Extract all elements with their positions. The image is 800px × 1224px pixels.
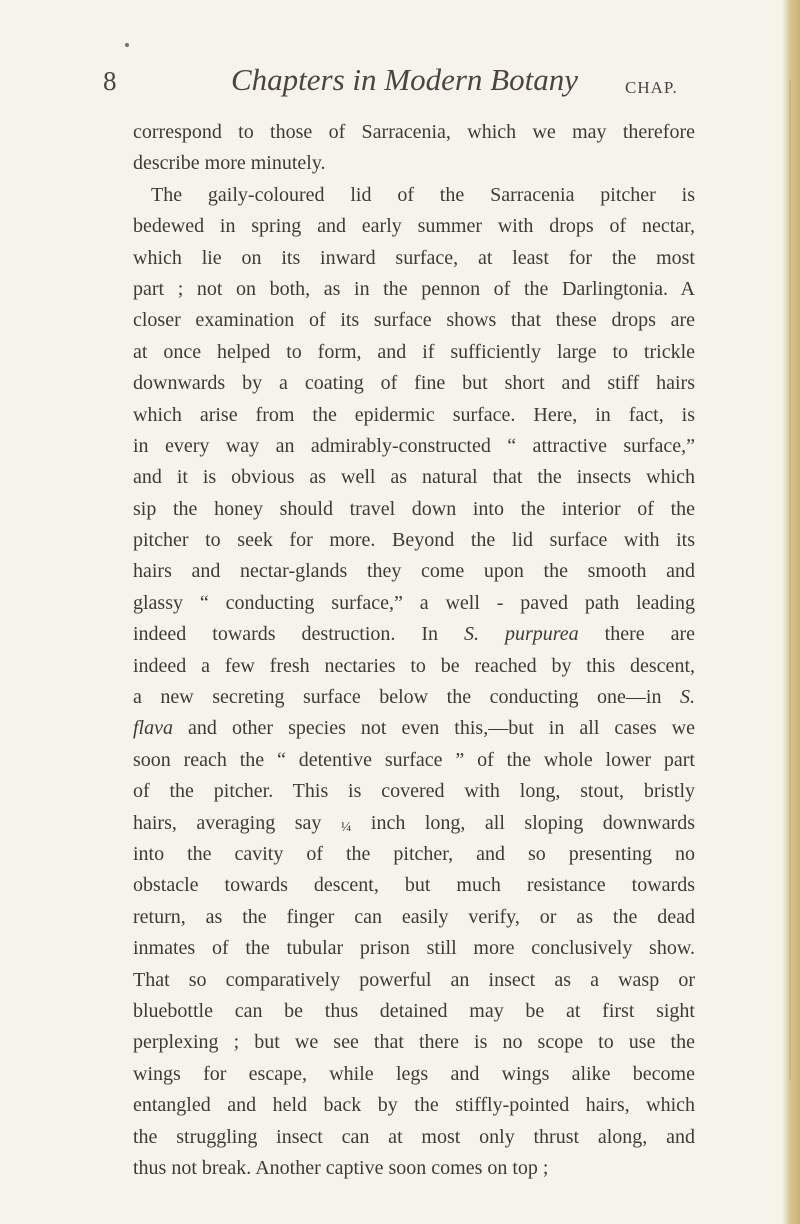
- body-line-28: That so comparatively powerful an insect as a wasp or: [133, 968, 695, 991]
- body-line-06: part ; not on both, as in the pennon of the Darlingtonia. A: [133, 277, 695, 300]
- species-abbreviation: S.: [680, 686, 696, 709]
- body-line-09: downwards by a coating of fine but short and stiff hairs: [133, 372, 695, 395]
- quarter-fraction: ¼: [340, 819, 352, 835]
- body-line-24: into the cavity of the pitcher, and so presenting no: [133, 842, 695, 865]
- body-line-10: which arise from the epidermic surface. Here, in fact, is: [133, 403, 695, 426]
- body-line-01: correspond to those of Sarracenia, which we may therefore: [133, 121, 695, 143]
- chapter-label: CHAP.: [625, 78, 678, 97]
- species-flava: flava: [133, 717, 173, 740]
- body-line-15: hairs and nectar-glands they come upon the smooth and: [133, 560, 695, 583]
- body-line-27: inmates of the tubular prison still more conclusively show.: [133, 937, 695, 960]
- body-line-20: [133, 713, 695, 744]
- body-line-18: indeed a few fresh nectaries to be reached by this descent,: [133, 654, 695, 677]
- line-23-start: hairs, averaging say: [133, 811, 322, 834]
- body-line-23: [133, 808, 695, 839]
- body-line-16: glassy “ conducting surface,” a well - paved path leading: [133, 591, 695, 614]
- body-line-32: entangled and held back by the stiffly-pointed hairs, which: [133, 1094, 695, 1117]
- body-line-03: The gaily-coloured lid of the Sarracenia pitcher is: [151, 183, 695, 206]
- print-dot: [125, 43, 129, 47]
- body-line-02: describe more minutely.: [133, 152, 326, 175]
- body-line-07: closer examination of its surface shows that these drops are: [133, 309, 695, 332]
- line-20-end: and other species not even this,—but in all cases we: [188, 717, 695, 740]
- body-line-21: soon reach the “ detentive surface ” of the whole lower part: [133, 748, 695, 771]
- body-line-11: in every way an admirably-constructed “ attractive surface,”: [133, 434, 695, 457]
- body-line-30: perplexing ; but we see that there is no scope to use the: [133, 1031, 695, 1054]
- body-line-19: [133, 682, 695, 713]
- page-header: [103, 62, 723, 106]
- line-23-end: inch long, all sloping downwards: [370, 811, 696, 834]
- body-line-14: pitcher to seek for more. Beyond the lid surface with its: [133, 529, 695, 552]
- body-line-04: bedewed in spring and early summer with drops of nectar,: [133, 215, 695, 238]
- body-line-08: at once helped to form, and if sufficiently large to trickle: [133, 340, 695, 363]
- body-line-13: sip the honey should travel down into the interior of the: [133, 497, 695, 520]
- body-line-26: return, as the finger can easily verify, or as the dead: [133, 905, 695, 928]
- page-edge-line: [789, 80, 791, 1080]
- body-line-31: wings for escape, while legs and wings alike become: [133, 1062, 695, 1085]
- body-text: [133, 117, 695, 1184]
- body-line-17: [133, 619, 695, 650]
- body-line-33: the struggling insect can at most only thrust along, and: [133, 1125, 695, 1148]
- line-17-start: indeed towards destruction. In: [133, 623, 439, 646]
- line-19-text: a new secreting surface below the conducting one—in: [133, 686, 662, 709]
- body-line-29: bluebottle can be thus detained may be at first sight: [133, 999, 695, 1022]
- running-title: Chapters in Modern Botany: [231, 62, 578, 97]
- body-line-05: which lie on its inward surface, at least for the most: [133, 246, 695, 269]
- page-edge-shadow: [782, 0, 800, 1224]
- body-line-12: and it is obvious as well as natural that the insects which: [133, 466, 695, 489]
- body-line-34: thus not break. Another captive soon comes on top ;: [133, 1156, 549, 1179]
- body-line-25: obstacle towards descent, but much resistance towards: [133, 874, 695, 897]
- page-number: 8: [103, 66, 117, 96]
- species-purpurea: S. purpurea: [464, 623, 579, 646]
- body-line-22: of the pitcher. This is covered with long, stout, bristly: [133, 780, 695, 803]
- line-17-end: there are: [604, 623, 696, 646]
